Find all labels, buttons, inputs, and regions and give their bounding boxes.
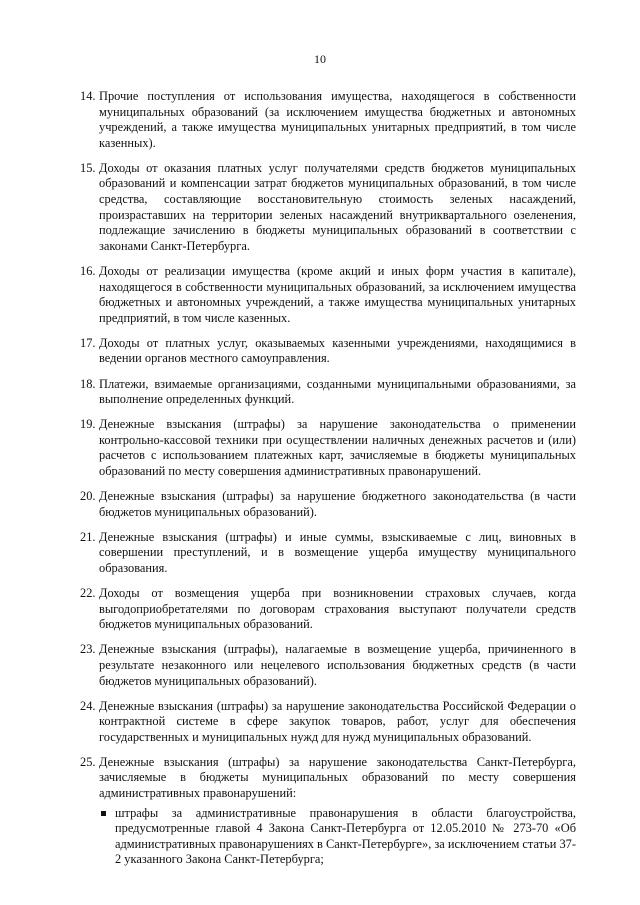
item-text: Денежные взыскания (штрафы) за нарушение бюджетного законодательства (в части бюджетов муниципальных образований).: [99, 489, 576, 519]
list-item: [80, 642, 576, 689]
item-number: 21.: [80, 529, 96, 544]
item-number: 22.: [80, 586, 96, 601]
item-text: Денежные взыскания (штрафы), налагаемые в возмещение ущерба, причиненного в результате незаконного или нецелевого использования бюджетных средств (в части бюджетов муниципальных образований).: [99, 642, 576, 688]
item-text: Денежные взыскания (штрафы) за нарушение законодательства Российской Федерации о контрактной системе в сфере закупок товаров, работ, услуг для обеспечения государственных и муниципальных нужд для нужд муниципальных образований.: [99, 698, 576, 744]
list-item: [80, 755, 576, 868]
item-number: 25.: [80, 754, 96, 769]
square-bullet-icon: [101, 811, 106, 816]
item-text: Доходы от платных услуг, оказываемых казенными учреждениями, находящимися в ведении органов местного самоуправления.: [99, 335, 576, 366]
item-text: Прочие поступления от использования имущества, находящегося в собственности муниципальных образований (за исключением имущества бюджетных и автономных учреждений, а также имущества муниципальных унитарных предприятий, в том числе казенных).: [99, 89, 576, 150]
item-number: 18.: [80, 376, 96, 391]
list-item: [80, 586, 576, 633]
item-text: Платежи, взимаемые организациями, созданными муниципальными образованиями, за выполнение определенных функций.: [99, 376, 576, 407]
list-item: [80, 161, 576, 255]
sub-list: [99, 806, 576, 868]
item-text: Доходы от реализации имущества (кроме акций и иных форм участия в капитале), находящегося в собственности муниципальных образований, за исключением имущества бюджетных и автономных учреждений, а также имущества муниципальных унитарных предприятий, в том числе казенных.: [99, 263, 576, 325]
list-item: [80, 336, 576, 367]
item-number: 23.: [80, 642, 96, 657]
item-number: 14.: [80, 89, 96, 103]
list-item: [80, 530, 576, 577]
list-item: [80, 377, 576, 408]
item-text: Доходы от возмещения ущерба при возникновении страховых случаев, когда выгодоприобретателями по договорам страхования выступают получатели средств бюджетов муниципальных образований.: [99, 586, 576, 632]
item-text: Денежные взыскания (штрафы) за нарушение законодательства о применении контрольно-кассовой техники при осуществлении наличных денежных расчетов и (или) расчетов с использованием платежных карт, зачисляемые в бюджеты муниципальных образований по месту совершения административных правонарушений.: [99, 417, 576, 478]
list-item: [80, 489, 576, 520]
page-number: 10: [314, 52, 326, 66]
item-number: 16.: [80, 263, 96, 278]
item-number: 15.: [80, 160, 96, 175]
list-item: [80, 89, 576, 151]
item-text: Доходы от оказания платных услуг получателями средств бюджетов муниципальных образований и компенсации затрат бюджетов муниципальных образований, в том числе средства, составляющие восстановительную стоимость зеленых насаждений, произраставших на территории зеленых насаждений внутриквартального озеленения, подлежащие зачислению в бюджеты муниципальных образований в соответствии с законами Санкт-Петербурга.: [99, 160, 576, 253]
item-number: 17.: [80, 335, 96, 350]
item-number: 24.: [80, 698, 96, 713]
list-item: [80, 699, 576, 746]
sub-list-item: [99, 806, 576, 868]
item-body: [99, 755, 576, 868]
income-list: [80, 89, 576, 878]
item-text: Денежные взыскания (штрафы) за нарушение законодательства Санкт-Петербурга, зачисляемые в бюджеты муниципальных образований по месту совершения административных правонарушений:: [99, 754, 576, 801]
item-text: Денежные взыскания (штрафы) и иные суммы, взыскиваемые с лиц, виновных в совершении преступлений, и в возмещение ущерба имуществу муниципального образования.: [99, 529, 576, 575]
sub-item-text: штрафы за административные правонарушения в области благоустройства, предусмотренные главой 4 Закона Санкт-Петербурга от 12.05.2010 № 273-70 «Об административных правонарушениях в Санкт-Петербурге», за исключением статьи 37-2 указанного Закона Санкт-Петербурга;: [115, 805, 576, 867]
list-item: [80, 264, 576, 326]
item-number: 20.: [80, 489, 96, 504]
list-item: [80, 417, 576, 479]
item-number: 19.: [80, 417, 96, 432]
